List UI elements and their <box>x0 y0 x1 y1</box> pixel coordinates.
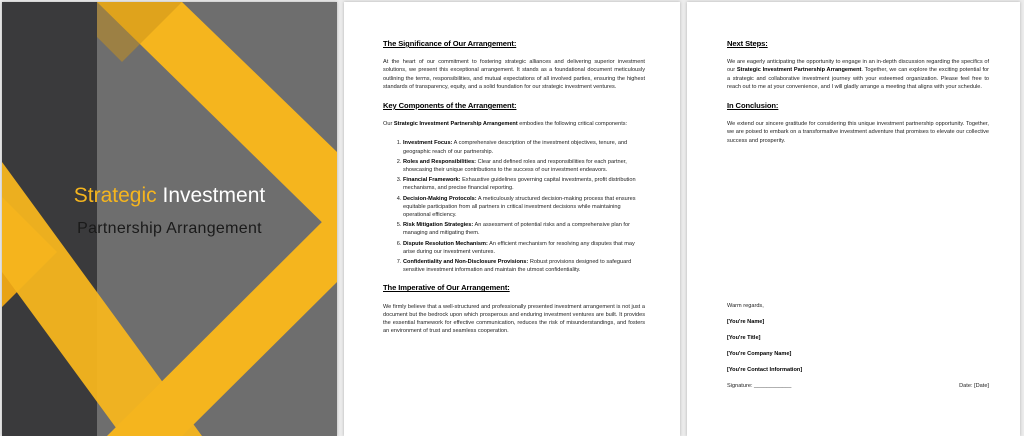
cover-title-rest: Investment <box>156 184 266 207</box>
list-item-text: A meticulously structured decision-making process that ensures equitable participation from all partners in critical investment decisions while maintaining operational efficiency. <box>403 195 636 219</box>
cover-title-block <box>2 184 337 238</box>
signature-block <box>727 303 989 399</box>
paragraph-imperative: We firmly believe that a well-structured and professionally presented investment arrangement is not just a document but the bedrock upon which prosperous and enduring investment ventures are built. It provides the essential framework for effective communication, reduces the risk of misunderstandings, and fosters an environment of trust and seamless cooperation. <box>383 303 645 335</box>
paragraph-components-intro <box>383 120 645 128</box>
date-field: Date: [Date] <box>959 383 989 389</box>
list-item-term: Risk Mitigation Strategies: <box>403 222 474 229</box>
document-page-2 <box>344 2 680 436</box>
closing: Warm regards, <box>727 303 764 309</box>
paragraph-significance: At the heart of our commitment to fostering strategic alliances and delivering superior investment solutions, we present this exceptional arrangement. It stands as a foundational document meticulously outlining the terms, responsibilities, and mutual expectations of all involved parties, ensuring the highest standards of transparency, equity, and a solid foundation for our strategic investment ventures. <box>383 59 645 90</box>
next-steps-post: . Together, we can explore the exciting potential for a strategic and collaborative investment journey with your esteemed organization. Please feel free to reach out to me at your convenience, and I will gladly arrange a meeting that aligns with your schedule. <box>727 67 990 90</box>
list-item-term: Dispute Resolution Mechanism: <box>403 240 488 247</box>
list-item-text: Clear and defined roles and responsibilities for each partner, showcasing their unique contributions to the success of our investment endeavors. <box>403 158 627 174</box>
sender-name: [You're Name] <box>727 319 765 325</box>
list-item <box>403 195 645 220</box>
cover-title-highlight: Strategic <box>73 184 157 207</box>
cover-subtitle: Partnership Arrangement <box>77 220 262 237</box>
next-steps-bold: Strategic Investment Partnership Arrangement <box>736 67 862 74</box>
list-item <box>403 158 645 174</box>
heading-imperative: The Imperative of Our Arrangement: <box>383 283 510 293</box>
list-item-term: Confidentiality and Non-Disclosure Provisions: <box>403 259 529 266</box>
heading-next-steps: Next Steps: <box>727 39 768 48</box>
list-item-text: Exhaustive guidelines governing capital investments, profit distribution mechanisms, and precise financial reporting. <box>403 177 636 192</box>
heading-conclusion: In Conclusion: <box>727 101 779 111</box>
list-item <box>403 258 645 274</box>
list-item-term: Decision-Making Protocols: <box>403 195 477 202</box>
list-item <box>403 139 645 155</box>
next-steps-pre: We are eagerly anticipating the opportunity to engage in an in-depth discussion regarding the specifics of our <box>727 59 989 74</box>
list-item-text: An assessment of potential risks and a comprehensive plan for managing and mitigating them. <box>403 222 630 237</box>
signature-line: Signature: ____________ <box>727 383 792 389</box>
intro-post: embodies the following critical components: <box>517 121 628 128</box>
list-item-text: Robust provisions designed to safeguard sensitive investment information and maintain the utmost confidentiality. <box>403 259 632 274</box>
list-item-text: An efficient mechanism for resolving any disputes that may arise during our investment ventures. <box>403 240 635 255</box>
sender-company: [You're Company Name] <box>727 351 792 357</box>
cover-title <box>2 184 337 208</box>
cover-page <box>2 2 337 436</box>
document-page-3 <box>687 2 1020 436</box>
list-item <box>403 240 645 256</box>
intro-bold: Strategic Investment Partnership Arrangement <box>393 121 518 128</box>
signature-row <box>727 383 989 399</box>
components-list <box>383 139 645 274</box>
paragraph-next-steps <box>727 58 989 91</box>
list-item <box>403 221 645 237</box>
page-3-body <box>727 40 989 156</box>
list-item-term: Investment Focus: <box>403 140 453 147</box>
list-item <box>403 176 645 192</box>
list-item-term: Financial Framework: <box>403 177 461 184</box>
sender-contact: [You're Contact Information] <box>727 367 803 373</box>
list-item-term: Roles and Responsibilities: <box>403 158 477 165</box>
heading-significance: The Significance of Our Arrangement: <box>383 39 517 48</box>
sender-title: [You're Title] <box>727 335 761 341</box>
intro-pre: Our <box>383 121 394 128</box>
list-item-text: A comprehensive description of the investment objectives, tenure, and geographic reach of our partnership. <box>403 140 628 155</box>
heading-key-components: Key Components of the Arrangement: <box>383 101 517 111</box>
paragraph-conclusion: We extend our sincere gratitude for considering this unique investment partnership opportunity. Together, we are poised to embark on a transformative investment adventure that promises to elevate our collective success and prosperity. <box>727 121 989 144</box>
page-2-body <box>383 40 645 346</box>
